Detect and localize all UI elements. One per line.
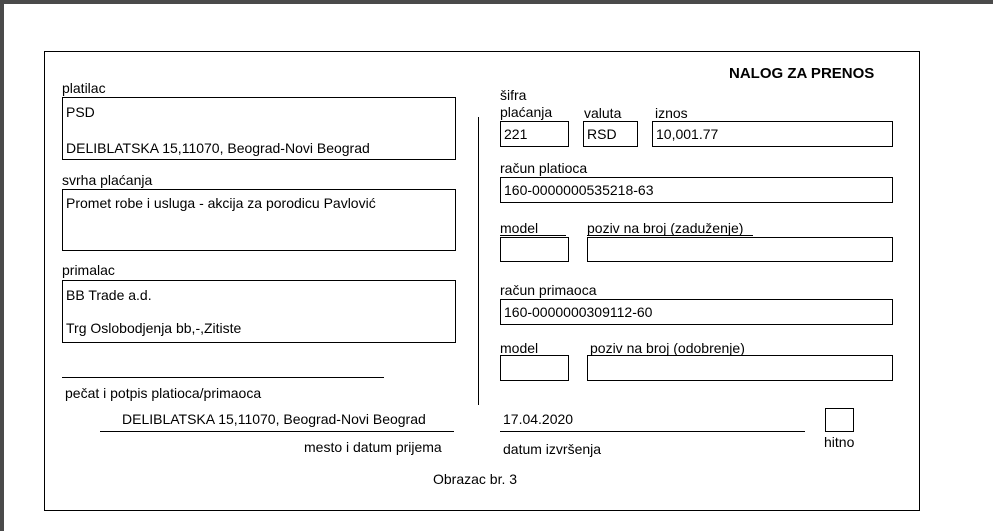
- place-value: DELIBLATSKA 15,11070, Beograd-Novi Beograd: [122, 411, 426, 427]
- debit-model-label: model: [500, 220, 539, 236]
- payer-account-field[interactable]: [500, 177, 893, 203]
- amount-value: 10,001.77: [656, 126, 719, 142]
- payment-code-label-line1: šifra: [500, 87, 527, 103]
- payment-code-label-line2: plaćanja: [500, 104, 553, 120]
- recipient-account-field[interactable]: [500, 299, 893, 325]
- payer-name: PSD: [66, 104, 95, 120]
- payer-account-label: račun platioca: [500, 160, 588, 176]
- urgent-checkbox[interactable]: [825, 408, 854, 432]
- place-label: mesto i datum prijema: [304, 439, 442, 455]
- currency-value: RSD: [587, 126, 617, 142]
- purpose-box[interactable]: [62, 189, 456, 251]
- currency-label: valuta: [584, 105, 622, 121]
- payment-code-value: 221: [504, 126, 528, 142]
- recipient-account-label: račun primaoca: [500, 282, 597, 298]
- form-number: Obrazac br. 3: [433, 471, 518, 487]
- recipient-address: Trg Oslobodjenja bb,-,Zitiste: [66, 320, 242, 336]
- credit-model-label: model: [500, 340, 539, 356]
- signature-line: [62, 377, 384, 378]
- credit-model-field[interactable]: [500, 355, 569, 381]
- credit-reference-field[interactable]: [587, 355, 893, 381]
- payer-address: DELIBLATSKA 15,11070, Beograd-Novi Beograd: [66, 140, 370, 156]
- purpose-value: Promet robe i usluga - akcija za porodicu Pavlović: [66, 195, 376, 211]
- signature-label: pečat i potpis platioca/primaoca: [65, 385, 262, 401]
- debit-model-field[interactable]: [500, 237, 569, 262]
- window-left-border: [0, 0, 4, 531]
- payer-box[interactable]: [62, 97, 456, 160]
- execution-date-value: 17.04.2020: [503, 411, 574, 427]
- debit-reference-underline: [587, 235, 753, 236]
- form-title: NALOG ZA PRENOS: [729, 65, 875, 82]
- debit-model-underline: [500, 235, 566, 236]
- place-line: [100, 431, 454, 432]
- amount-label: iznos: [655, 105, 688, 121]
- purpose-label: svrha plaćanja: [62, 172, 153, 188]
- column-divider: [478, 117, 479, 405]
- urgent-label: hitno: [824, 434, 855, 450]
- credit-reference-label: poziv na broj (odobrenje): [590, 340, 745, 356]
- payment-code-field[interactable]: [500, 121, 569, 147]
- payer-label: platilac: [62, 80, 106, 96]
- payer-account-value: 160-0000000535218-63: [504, 182, 654, 198]
- recipient-account-value: 160-0000000309112-60: [504, 304, 653, 320]
- recipient-box[interactable]: [62, 280, 456, 343]
- recipient-name: BB Trade a.d.: [66, 287, 152, 303]
- execution-date-label: datum izvršenja: [503, 441, 602, 457]
- amount-field[interactable]: [652, 121, 893, 147]
- currency-field[interactable]: [583, 121, 638, 147]
- window-top-border: [0, 0, 993, 4]
- debit-reference-label: poziv na broj (zaduženje): [587, 220, 744, 236]
- recipient-label: primalac: [62, 262, 115, 278]
- execution-date-line: [500, 431, 805, 432]
- debit-reference-field[interactable]: [587, 237, 893, 262]
